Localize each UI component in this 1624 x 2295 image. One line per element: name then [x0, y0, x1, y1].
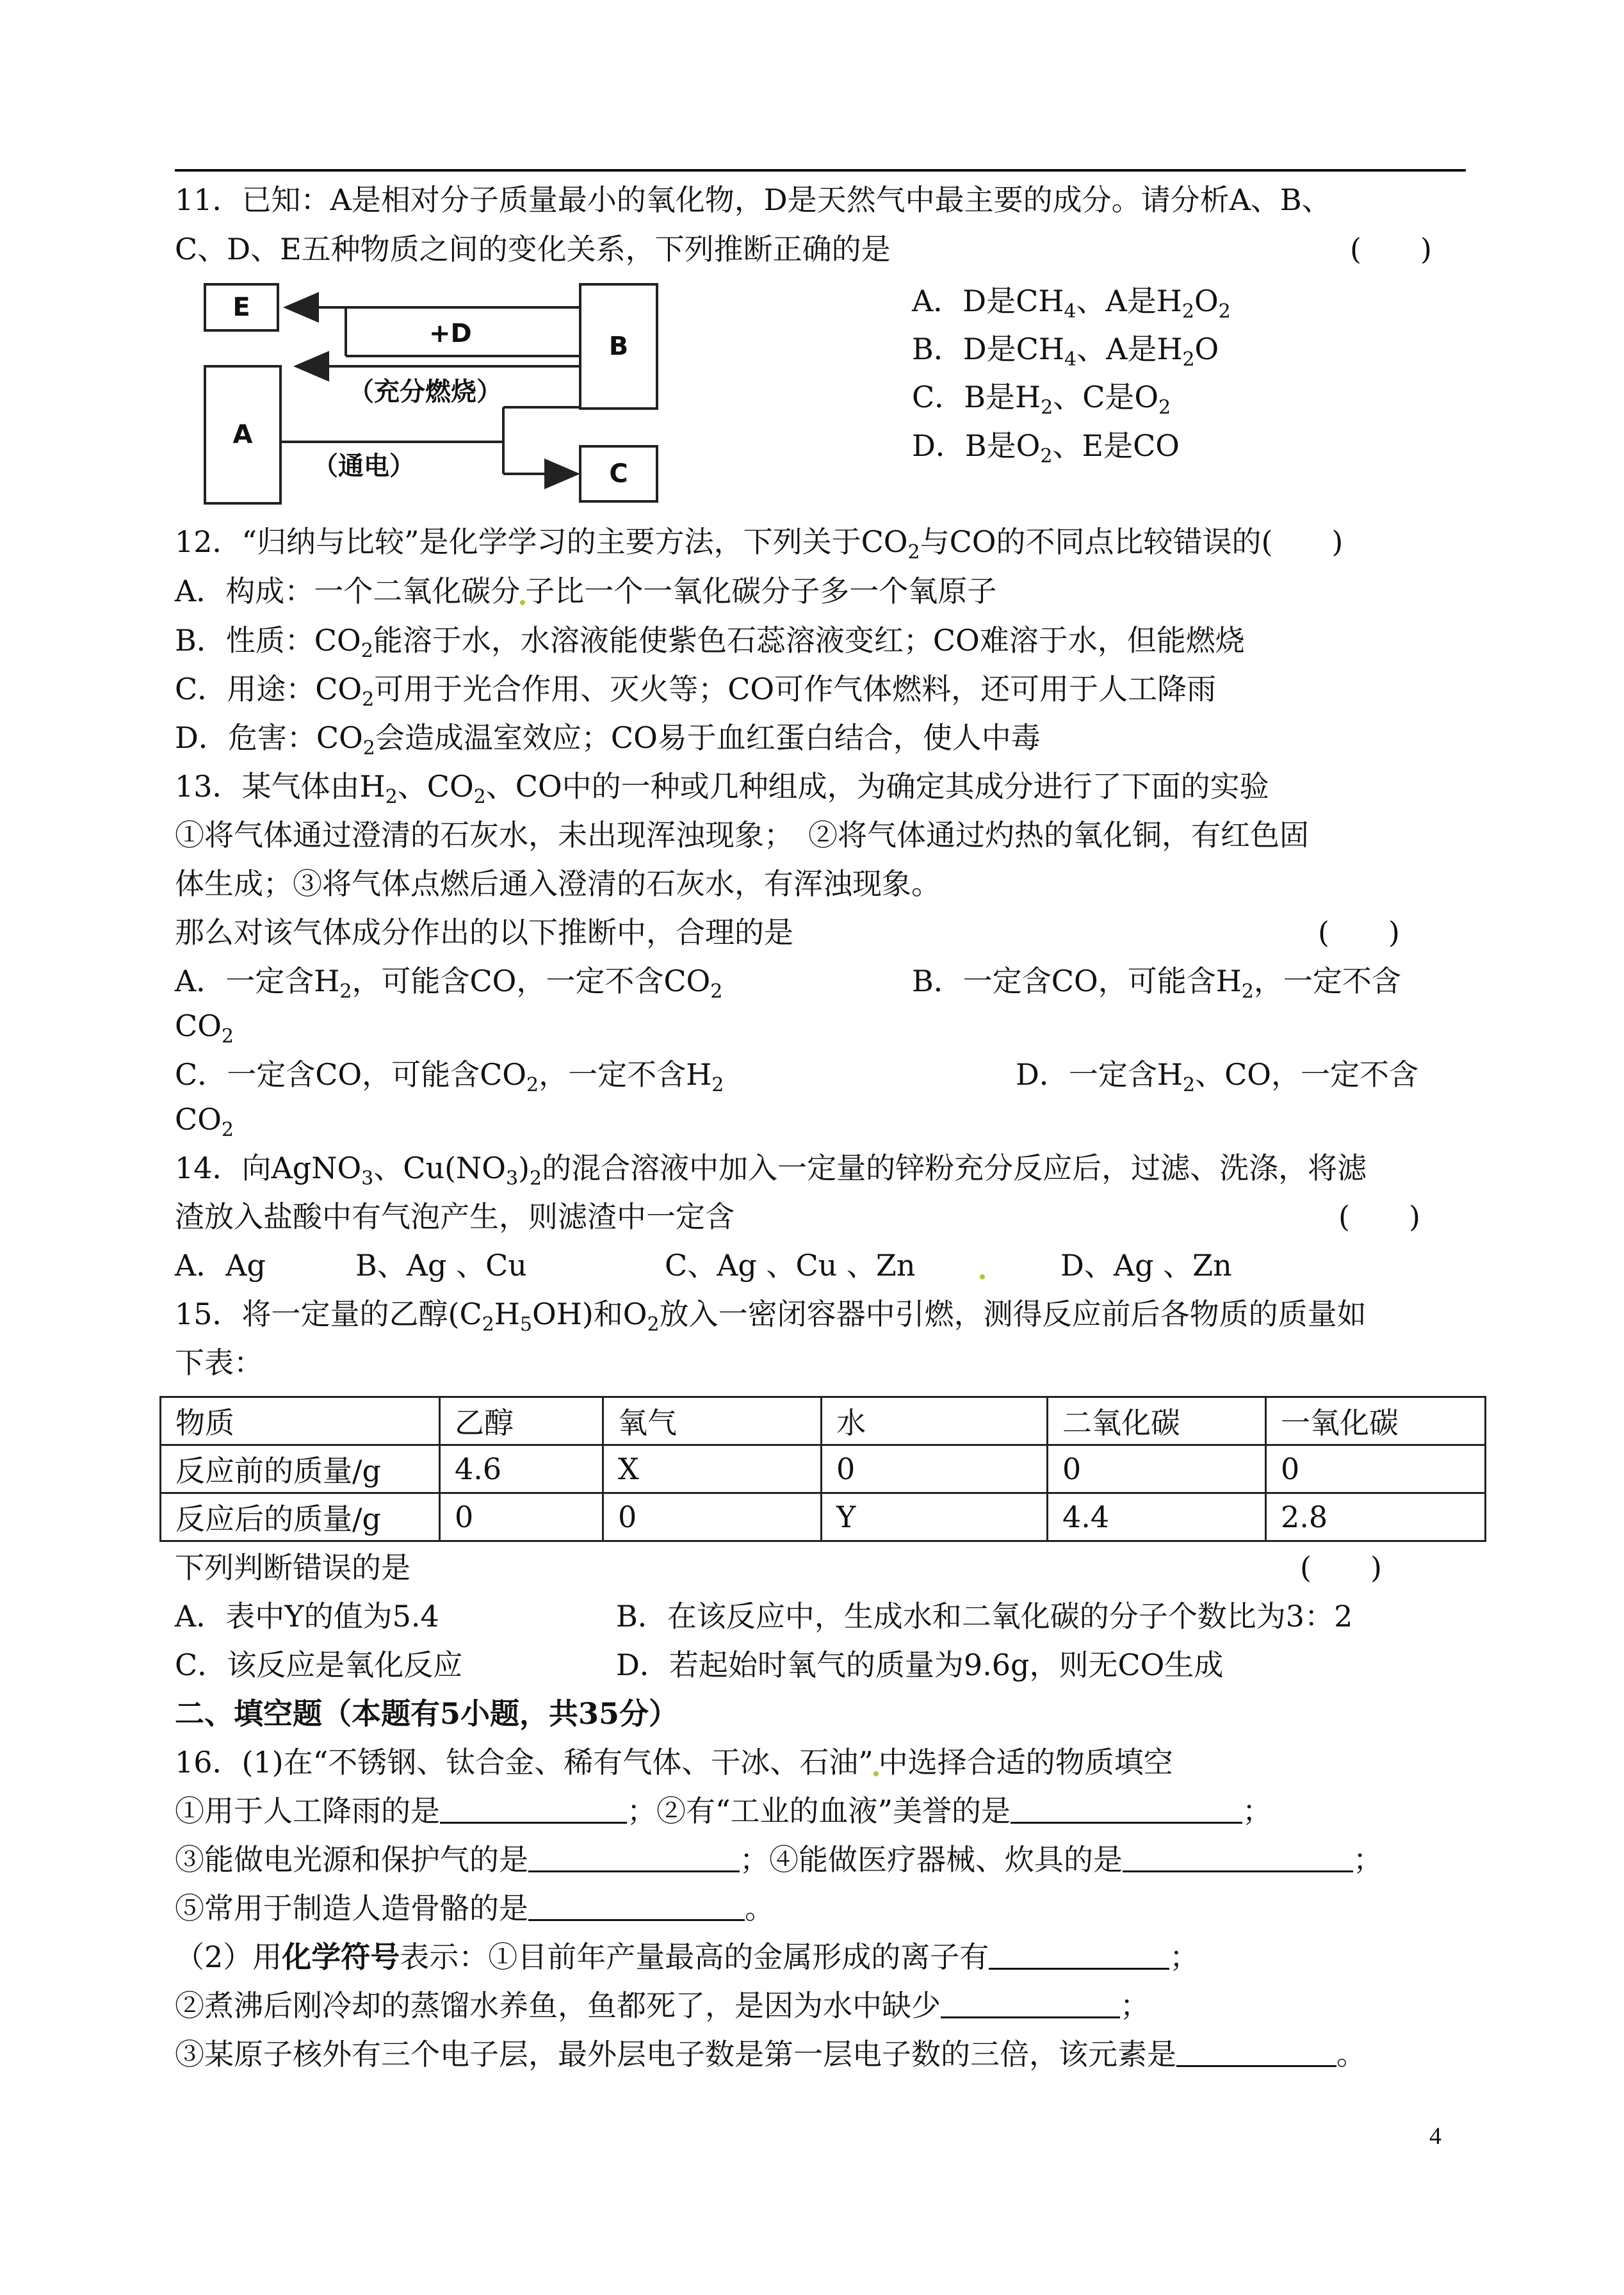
q14-answer-paren: ( ): [1338, 1199, 1420, 1234]
q13-option-b: B．一定含CO，可能含$H_2$，一定不含: [912, 964, 1401, 1003]
q15-option-c: C．该反应是氧化反应: [175, 1648, 463, 1682]
q13-option-c: C．一定含CO，可能含$CO_2$，一定不含$H_2$: [175, 1057, 724, 1096]
q14-option-d: D、Ag 、Zn: [1060, 1248, 1232, 1283]
table-cell: 0: [822, 1445, 1048, 1493]
table-row: [161, 1445, 1486, 1493]
stray-dot-3: [873, 1771, 879, 1776]
table-cell: 0: [1048, 1445, 1266, 1493]
q14-line2: 渣放入盐酸中有气泡产生，则滤渣中一定含: [175, 1199, 735, 1234]
q11-option-c: C．B是$H_2$、C是$O_2$: [912, 380, 1171, 419]
q11-option-a: A．D是$CH_4$、A是$H_2O_2$: [912, 284, 1231, 323]
q11-line1: 11．已知：A是相对分子质量最小的氧化物，D是天然气中最主要的成分。请分析A、B、: [175, 182, 1331, 217]
table-cell: Y: [822, 1493, 1048, 1541]
label-plus-d: +D: [429, 319, 472, 348]
box-b: B: [579, 283, 658, 410]
q13-experiment-line1: ①将气体通过澄清的石灰水，未出现浑浊现象； ②将气体通过灼热的氧化铜，有红色固: [175, 818, 1309, 852]
table-cell: 0: [440, 1493, 603, 1541]
table-header-cell: 水: [822, 1397, 1048, 1445]
q11-option-d: D．B是$O_2$、E是CO: [912, 428, 1180, 467]
mass-table: [159, 1396, 1486, 1542]
table-cell: 反应前的质量/g: [161, 1445, 440, 1493]
q16-line6: ②煮沸后刚冷却的蒸馏水养鱼，鱼都死了，是因为水中缺少 ；: [175, 1988, 1149, 2023]
q15-line1: 15．将一定量的乙醇$(C_2H_5OH)$和$O_2$放入一密闭容器中引燃，测得反应前后各物质的质量如: [175, 1297, 1367, 1336]
q14-option-b: B、Ag 、Cu: [355, 1248, 527, 1283]
q13-option-b-wrap: $CO_2$: [175, 1009, 234, 1048]
q11-option-b: B．D是$CH_4$、A是$H_2O$: [912, 332, 1219, 371]
table-header-cell: 氧气: [603, 1397, 822, 1445]
header-rule: [175, 169, 1466, 172]
q15-line2: 下表：: [175, 1345, 263, 1380]
q13-option-a: A．一定含$H_2$，可能含CO，一定不含$CO_2$: [175, 964, 723, 1003]
blank-field[interactable]: [989, 1940, 1169, 1970]
q12-option-b: B．性质：$CO_2$能溶于水，水溶液能使紫色石蕊溶液变红；CO难溶于水，但能燃烧: [175, 623, 1245, 662]
q12-stem: 12．“归纳与比较”是化学学习的主要方法，下列关于$CO_2$与CO的不同点比较错误的( ): [175, 524, 1344, 564]
table-header-cell: 一氧化碳: [1266, 1397, 1486, 1445]
blank-field[interactable]: [941, 1988, 1120, 2018]
q13-answer-paren: ( ): [1318, 915, 1400, 950]
q15-option-d: D．若起始时氧气的质量为9.6g，则无CO生成: [616, 1648, 1224, 1682]
q13-question: 那么对该气体成分作出的以下推断中，合理的是: [175, 915, 793, 950]
blank-field[interactable]: [1123, 1842, 1353, 1872]
q11-answer-paren: ( ): [1350, 232, 1432, 266]
blank-field[interactable]: [440, 1794, 627, 1824]
table-header-cell: 二氧化碳: [1048, 1397, 1266, 1445]
label-electrolysis: （通电）: [313, 451, 415, 481]
table-header-cell: 乙醇: [440, 1397, 603, 1445]
table-cell: 2.8: [1266, 1493, 1486, 1541]
q13-stem: 13．某气体由$H_2$、$CO_2$、CO中的一种或几种组成，为确定其成分进行了下面的实验: [175, 769, 1269, 808]
section2-title: 二、填空题（本题有5小题，共35分）: [175, 1696, 679, 1731]
table-cell: 4.6: [440, 1445, 603, 1493]
q16-line1: 16．(1)在“不锈钢、钛合金、稀有气体、干冰、石油” 中选择合适的物质填空: [175, 1745, 1173, 1780]
q13-option-d-wrap: $CO_2$: [175, 1102, 234, 1141]
q16-line2: ①用于人工降雨的是 ；②有“工业的血液”美誉的是 ；: [175, 1794, 1272, 1828]
q15-option-a: A．表中Y的值为5.4: [175, 1599, 439, 1634]
table-header-row: [161, 1397, 1486, 1445]
blank-field[interactable]: [528, 1842, 740, 1872]
table-cell: X: [603, 1445, 822, 1493]
q16-line3: ③能做电光源和保护气的是 ；④能做医疗器械、炊具的是 ；: [175, 1842, 1383, 1877]
table-cell: 反应后的质量/g: [161, 1493, 440, 1541]
box-a: A: [204, 365, 282, 505]
q16-line5: （2）用化学符号表示：①目前年产量最高的金属形成的离子有 ；: [175, 1940, 1199, 1974]
q12-option-d: D．危害：$CO_2$会造成温室效应；CO易于血红蛋白结合，使人中毒: [175, 720, 1041, 759]
q16-line4: ⑤常用于制造人造骨骼的是 。: [175, 1891, 774, 1926]
table-row: [161, 1493, 1486, 1541]
q11-line2: C、D、E五种物质之间的变化关系，下列推断正确的是: [175, 232, 891, 266]
page-number: 4: [1429, 2123, 1441, 2150]
q13-experiment-line2: 体生成；③将气体点燃后通入澄清的石灰水，有浑浊现象。: [175, 866, 941, 901]
q15-option-b: B．在该反应中，生成水和二氧化碳的分子个数比为3：2: [616, 1599, 1353, 1634]
box-e: E: [204, 283, 279, 332]
table-cell: 0: [603, 1493, 822, 1541]
table-cell: 4.4: [1048, 1493, 1266, 1541]
q14-option-c: C、Ag 、Cu 、Zn: [665, 1248, 916, 1283]
q16-line7: ③某原子核外有三个电子层，最外层电子数是第一层电子数的三倍，该元素是 。: [175, 2037, 1366, 2072]
table-header-cell: 物质: [161, 1397, 440, 1445]
q14-line1: 14．向AgNO$_3$、$Cu(NO_3)_2$的混合溶液中加入一定量的锌粉充分反应后，过滤、洗涤，将滤: [175, 1151, 1367, 1190]
blank-field[interactable]: [528, 1891, 745, 1921]
q13-option-d: D．一定含$H_2$、CO，一定不含: [1016, 1057, 1419, 1096]
box-c: C: [579, 445, 658, 503]
blank-field[interactable]: [1011, 1794, 1242, 1824]
label-full-combustion: （充分燃烧）: [348, 377, 502, 407]
q15-question: 下列判断错误的是: [175, 1550, 410, 1585]
q14-option-a: A．Ag: [175, 1248, 266, 1283]
q12-option-a: A．构成：一个二氧化碳分 子比一个一氧化碳分子多一个氧原子: [175, 574, 997, 608]
blank-field[interactable]: [1176, 2037, 1336, 2067]
q11-diagram: [204, 282, 671, 506]
table-cell: 0: [1266, 1445, 1486, 1493]
stray-dot-2: [980, 1274, 985, 1279]
q15-answer-paren: ( ): [1300, 1550, 1382, 1585]
q12-option-c: C．用途：$CO_2$可用于光合作用、灭火等；CO可作气体燃料，还可用于人工降雨: [175, 672, 1217, 711]
